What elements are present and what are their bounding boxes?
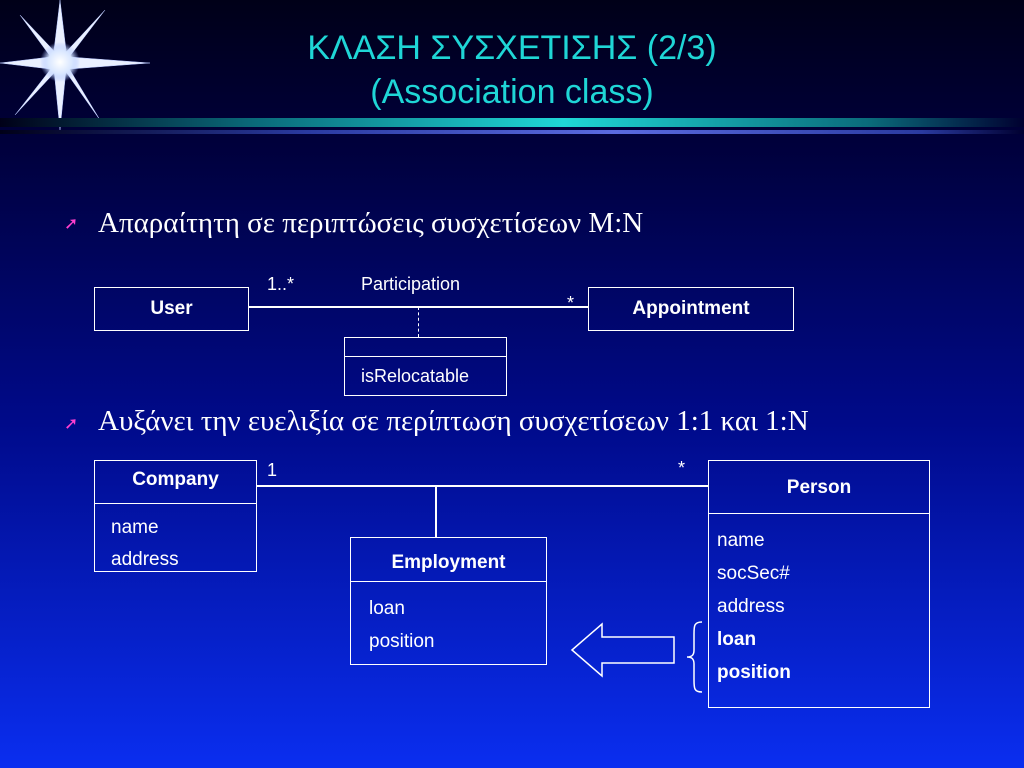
employment-class-box [350,537,547,665]
association-class-dashed-link [418,307,419,337]
bullet-2-text: Αυξάνει την ευελιξία σε περίπτωση συσχετίσεων 1:1 και 1:N [98,405,809,437]
employment-attribute: position [369,631,435,652]
employment-class-name: Employment [351,538,546,582]
employment-attribute: loan [369,598,405,619]
bullet-1-text: Απαραίτητη σε περιπτώσεις συσχετίσεων M:N [98,207,644,239]
arrow-left-icon [568,620,678,680]
person-attribute: loan [717,629,757,650]
title-line-1: ΚΛΑΣΗ ΣΥΣΧΕΤΙΣΗΣ (2/3) [307,29,717,67]
company-attribute: address [111,549,179,570]
appointment-class-name: Appointment [632,298,750,319]
association-class-box [344,337,507,396]
multiplicity-left: 1..* [267,274,295,294]
association-class-attribute: isRelocatable [361,366,470,386]
title-divider-thin [0,130,1024,134]
title-line-2: (Association class) [370,73,654,111]
person-class-name: Person [709,461,929,514]
multiplicity-left: 1 [267,460,278,480]
curly-brace-icon [684,620,706,694]
appointment-class-box [588,287,794,331]
association-line [257,485,708,487]
page-title [0,26,1024,114]
company-class-box [94,460,257,572]
user-class-name: User [150,298,193,319]
association-class-link [435,486,437,537]
person-class-box [708,460,930,708]
association-class-name-compartment [345,338,506,357]
multiplicity-right: * [678,458,686,478]
title-divider [0,118,1024,127]
user-class-box [94,287,249,331]
multiplicity-right: * [567,293,575,313]
bullet-arrow-icon: ➚ [64,214,79,234]
person-attribute: position [717,662,791,683]
company-attribute: name [111,517,159,538]
bullet-arrow-icon: ➚ [64,414,79,434]
company-class-name: Company [95,461,256,504]
person-attribute: address [717,596,785,617]
association-name: Participation [361,274,461,294]
person-attribute: name [717,530,765,551]
person-attribute: socSec# [717,563,790,584]
